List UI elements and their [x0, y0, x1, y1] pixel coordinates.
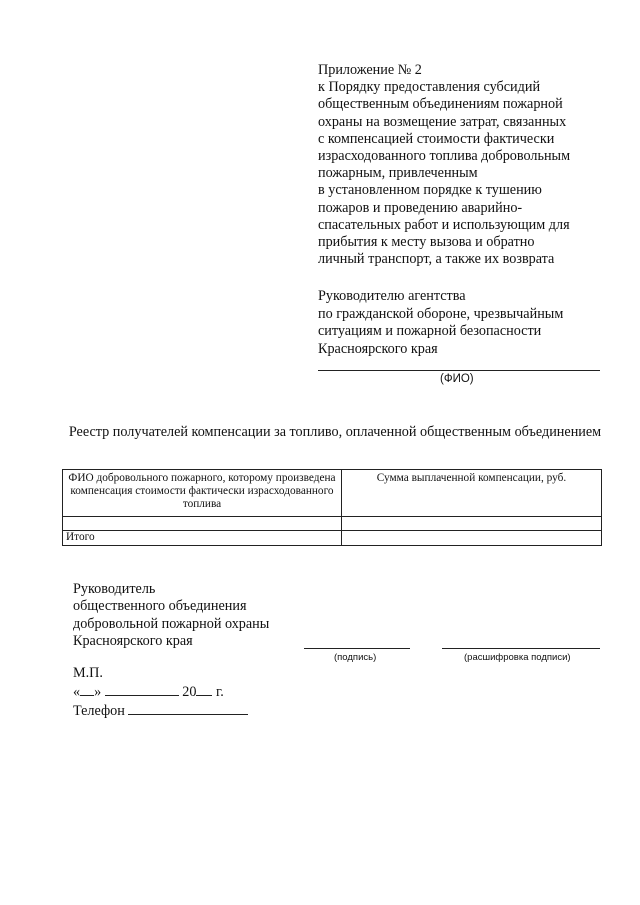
date-line: [73, 683, 248, 702]
year-blank: [196, 683, 212, 696]
phone-label: Телефон: [73, 703, 125, 719]
addressee-line: Красноярского края: [318, 340, 438, 357]
cell-fio: [63, 517, 342, 531]
year-prefix: 20: [182, 684, 197, 700]
appendix-line: пожарным, привлеченным: [318, 165, 478, 182]
appendix-line: спасательных работ и использующим для: [318, 216, 570, 233]
signer-line: Красноярского края: [73, 633, 193, 650]
appendix-line: общественным объединениям пожарной: [318, 96, 563, 113]
signer-line: Руководитель: [73, 581, 156, 597]
header-amount: Сумма выплаченной компенсации, руб.: [342, 470, 602, 517]
fio-caption: (ФИО): [440, 373, 474, 385]
stamp-label: М.П.: [73, 665, 103, 681]
day-blank: [80, 683, 94, 696]
phone-blank: [128, 702, 248, 715]
total-label: Итого: [63, 531, 342, 546]
signature-line: [304, 648, 410, 649]
appendix-line: к Порядку предоставления субсидий: [318, 79, 541, 96]
cell-amount: [342, 517, 602, 531]
appendix-line: личный транспорт, а также их возврата: [318, 251, 555, 268]
signer-line: добровольной пожарной охраны: [73, 615, 270, 632]
addressee-line: ситуациям и пожарной безопасности: [318, 323, 542, 340]
appendix-line: прибытия к месту вызова и обратно: [318, 234, 535, 251]
signature-decoding-caption: (расшифровка подписи): [464, 652, 571, 663]
appendix-line: Приложение № 2: [318, 62, 422, 78]
phone-line: [73, 702, 248, 721]
appendix-line: охраны на возмещение затрат, связанных: [318, 113, 567, 130]
signature-caption: (подпись): [334, 652, 377, 663]
addressee-line: Руководителю агентства: [318, 288, 466, 304]
date-close-quote: »: [94, 684, 102, 700]
appendix-line: пожаров и проведению аварийно-: [318, 199, 523, 216]
header-fio: ФИО добровольного пожарного, которому произведена компенсация стоимости фактически израсходованного топлива: [63, 470, 342, 517]
footer-block: [73, 664, 248, 721]
appendix-line: с компенсацией стоимости фактически: [318, 130, 555, 147]
signer-block: [73, 581, 313, 651]
appendix-line: в установленном порядке к тушению: [318, 182, 542, 199]
signer-line: общественного объединения: [73, 598, 247, 615]
table-total-row: [63, 531, 602, 546]
addressee-block: [318, 288, 608, 358]
table-header-row: [63, 470, 602, 517]
appendix-line: израсходованного топлива добровольным: [318, 148, 571, 165]
addressee-line: по гражданской обороне, чрезвычайным: [318, 305, 564, 322]
fio-underline: [318, 370, 600, 371]
year-suffix: г.: [216, 684, 224, 700]
table-row: [63, 517, 602, 531]
registry-table: [62, 469, 602, 546]
total-value: [342, 531, 602, 546]
date-open-quote: «: [73, 684, 81, 700]
month-blank: [105, 683, 179, 696]
appendix-header: [318, 62, 608, 268]
registry-title: Реестр получателей компенсации за топливо, оплаченной общественным объединением: [68, 424, 602, 440]
signature-decoding-line: [442, 648, 600, 649]
